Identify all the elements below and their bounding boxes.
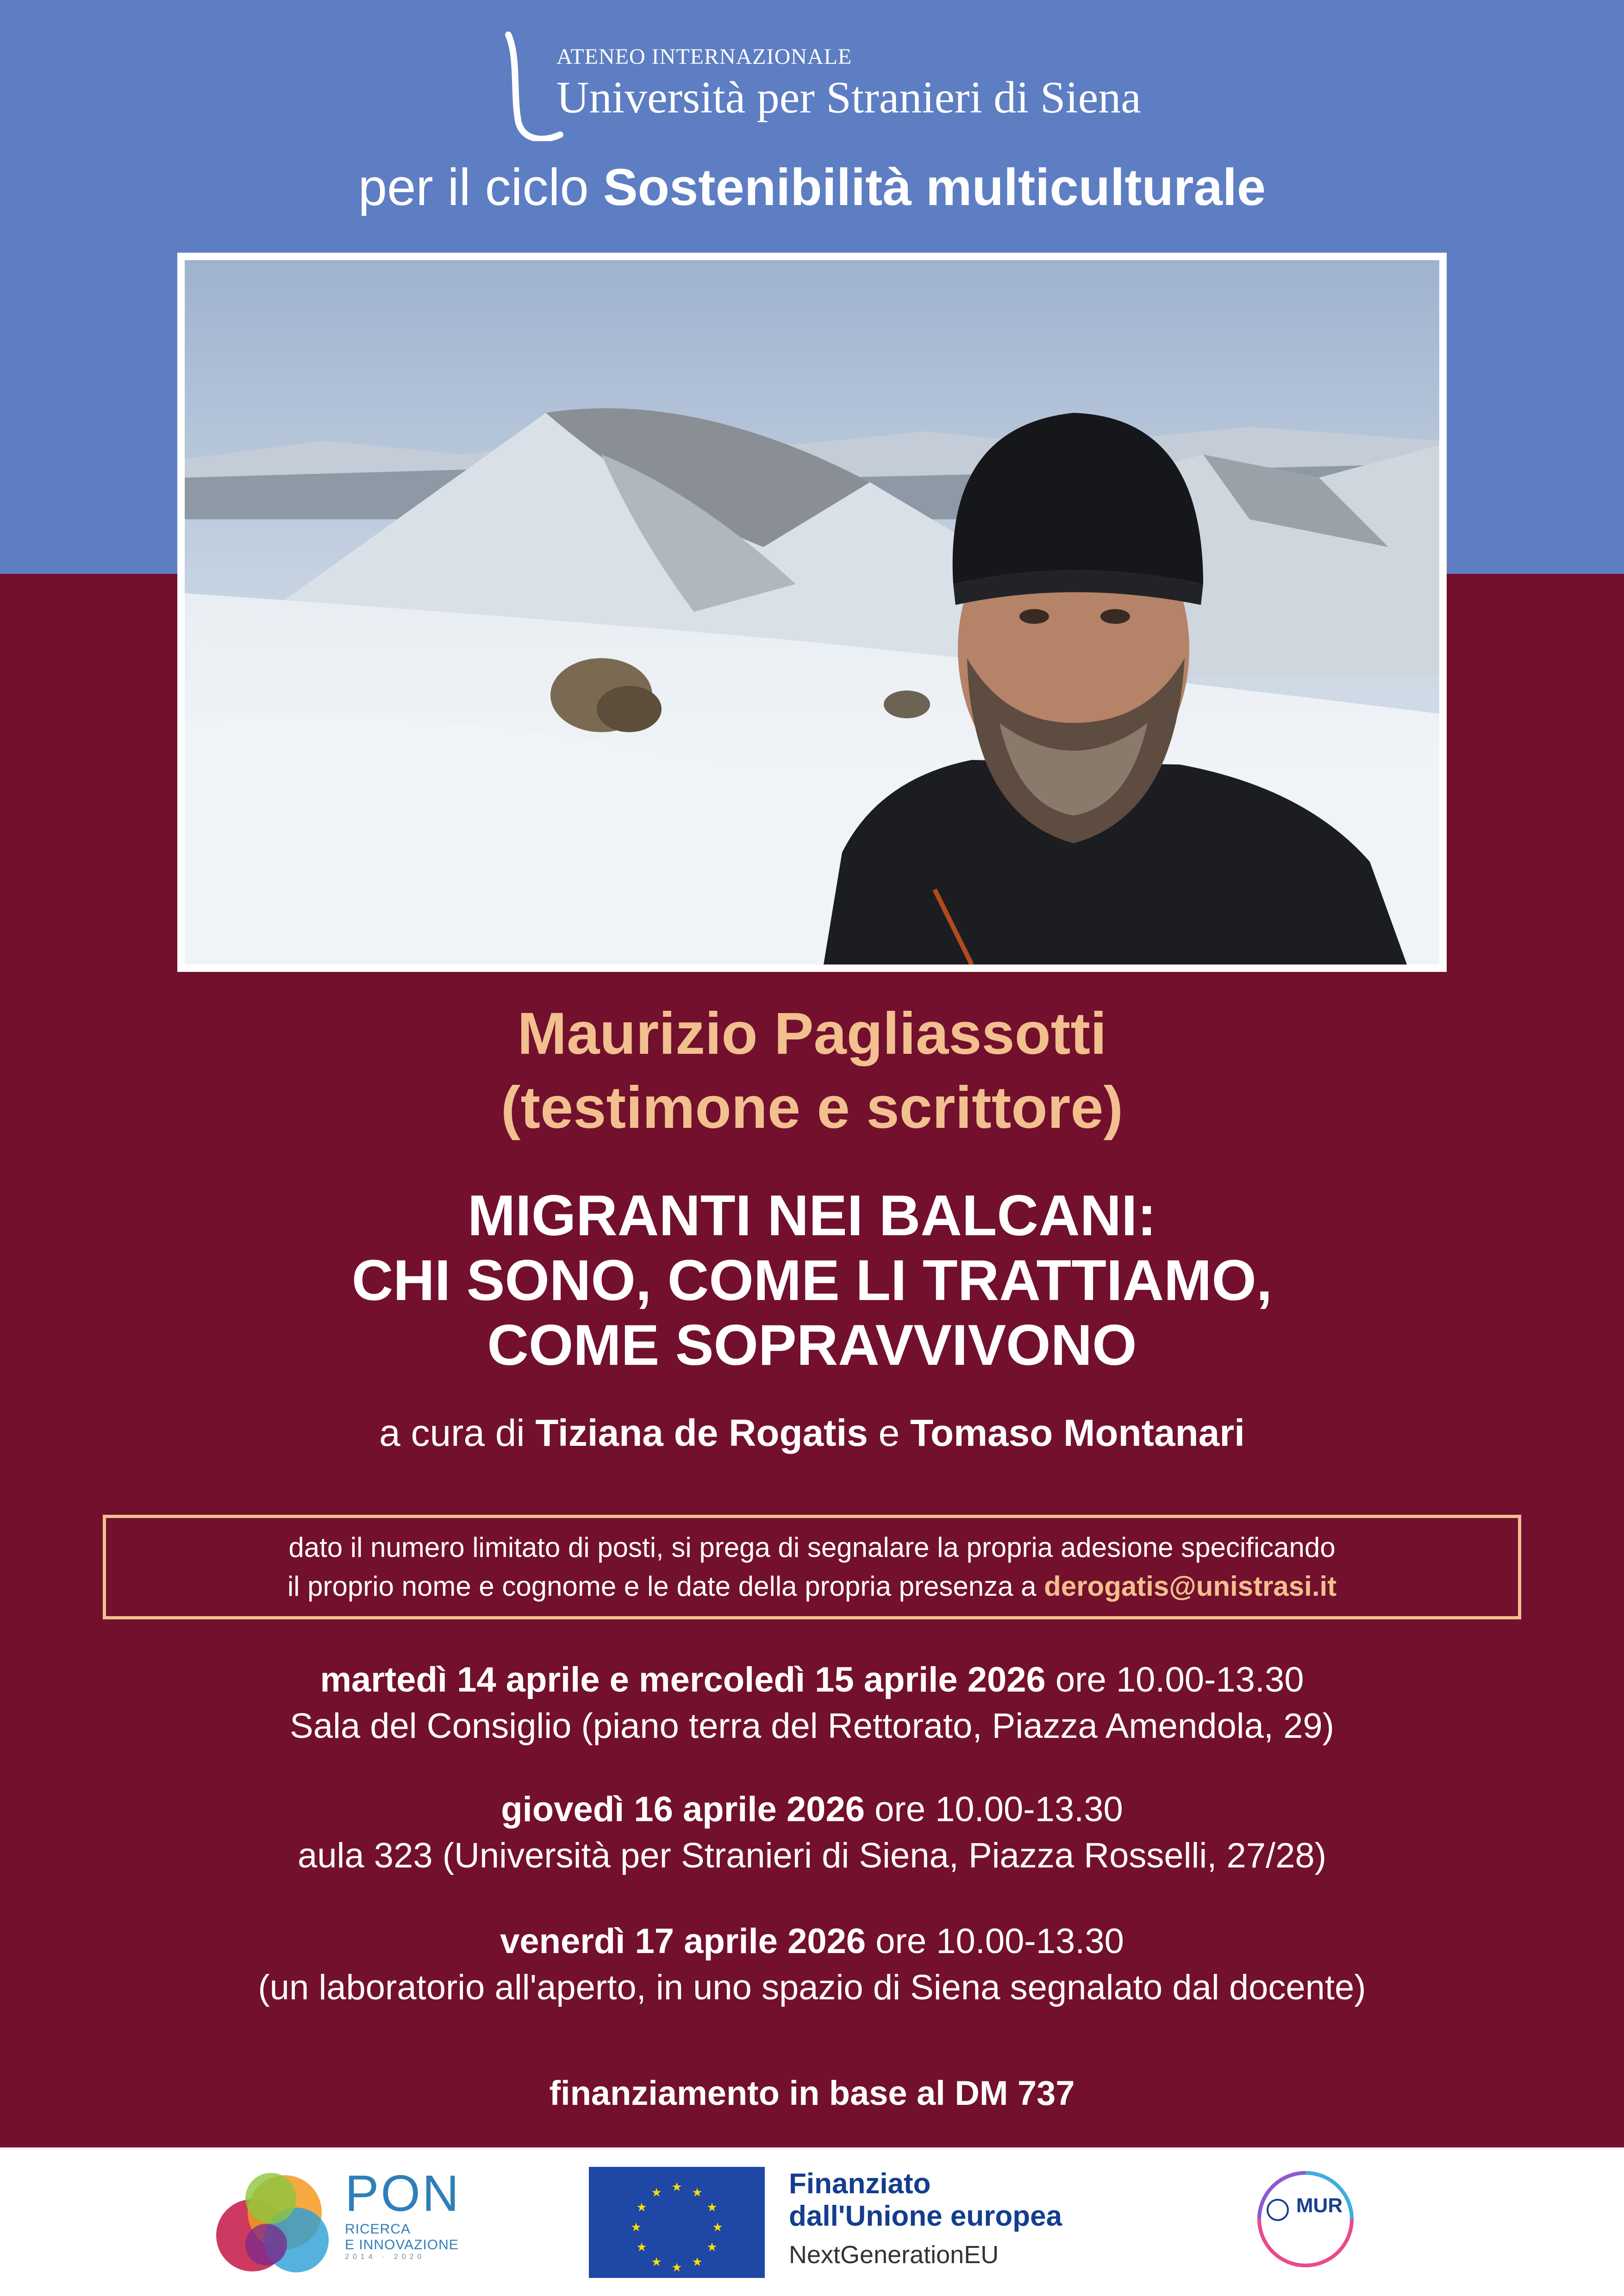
eu-flag-icon [589,2167,765,2278]
registration-notice [103,1515,1521,1619]
schedule-place: Sala del Consiglio (piano terra del Rettorato, Piazza Amendola, 29) [290,1706,1334,1746]
svg-text:★: ★ [631,2220,642,2234]
schedule-date-time [0,1657,1624,1703]
logo-name: Università per Stranieri di Siena [556,73,1141,123]
curators [0,1412,1624,1455]
schedule-date-time [0,1918,1624,1965]
speaker-photo-frame [177,253,1447,972]
eu-text-line2: dall'Unione europea [789,2200,1062,2232]
schedule-date-time [0,1786,1624,1833]
speaker-photo [185,260,1439,964]
pon-text [345,2166,461,2261]
notice-line1: dato il numero limitato di posti, si prega di segnalare la propria adesione specificando [288,1532,1336,1563]
schedule-place: (un laboratorio all'aperto, in uno spazio di Siena segnalato dal docente) [258,1968,1366,2007]
pon-circles-icon [215,2166,336,2282]
schedule-time: ore 10.00-13.30 [1055,1660,1304,1699]
schedule-date: giovedì 16 aprile 2026 [501,1790,865,1829]
university-logo [500,25,1148,146]
pon-years: 2014 · 2020 [345,2253,425,2261]
svg-text:★: ★ [706,2200,718,2214]
curator-name-2: Tomaso Montanari [910,1412,1245,1454]
notice-line2 [106,1567,1518,1606]
cycle-heading [0,157,1624,217]
schedule-place: aula 323 (Università per Stranieri di Siena, Piazza Rosselli, 27/28) [298,1836,1326,1875]
schedule-time: ore 10.00-13.30 [875,1922,1124,1961]
svg-text:★: ★ [706,2240,718,2254]
svg-text:★: ★ [712,2220,723,2234]
cycle-name: Sostenibilità multiculturale [603,158,1266,216]
contact-email-link[interactable]: derogatis@unistrasi.it [1044,1571,1337,1602]
logo-subtitle: ATENEO INTERNAZIONALE [556,44,852,69]
schedule-item [0,1918,1624,2011]
curators-conjunction: e [878,1412,900,1454]
schedule-item [0,1786,1624,1879]
svg-text:★: ★ [671,2260,682,2274]
pon-subtitle-1: RICERCA [345,2221,411,2237]
eu-text-line3: NextGenerationEU [789,2241,999,2269]
notice-line2-text: il proprio nome e cognome e le date della propria presenza a [287,1571,1037,1602]
svg-text:★: ★ [692,2255,703,2269]
svg-text:★: ★ [651,2185,662,2199]
svg-text:★: ★ [636,2200,647,2214]
event-title-line2: CHI SONO, COME LI TRATTIAMO, [351,1249,1273,1313]
pon-title: PON [345,2165,461,2222]
mur-logo [1250,2164,1361,2275]
eu-text-line1: Finanziato [789,2168,931,2200]
cycle-prefix: per il ciclo [358,158,589,216]
event-title-line3: COME SOPRAVVIVONO [487,1313,1137,1377]
speaker-name: Maurizio Pagliassotti [517,1001,1107,1067]
svg-text:★: ★ [636,2240,647,2254]
funding-note: finanziamento in base al DM 737 [549,2074,1075,2112]
svg-text:★: ★ [651,2255,662,2269]
pon-subtitle-2: E INNOVAZIONE [345,2237,459,2252]
schedule-time: ore 10.00-13.30 [874,1790,1123,1829]
schedule-item [0,1657,1624,1749]
event-title-line1: MIGRANTI NEI BALCANI: [468,1184,1156,1248]
schedule-date: venerdì 17 aprile 2026 [500,1922,866,1961]
mur-label: MUR [1296,2194,1343,2217]
university-logo-icon [500,30,565,141]
speaker-role: (testimone e scrittore) [500,1075,1124,1141]
pon-logo [215,2166,475,2282]
eu-logo [589,2167,1144,2278]
curator-name-1: Tiziana de Rogatis [535,1412,868,1454]
curators-prefix: a cura di [379,1412,525,1454]
mur-ring-icon [1250,2164,1361,2275]
schedule-date: martedì 14 aprile e mercoledì 15 aprile 2026 [320,1660,1046,1699]
svg-text:★: ★ [692,2185,703,2199]
svg-text:★: ★ [671,2180,682,2194]
